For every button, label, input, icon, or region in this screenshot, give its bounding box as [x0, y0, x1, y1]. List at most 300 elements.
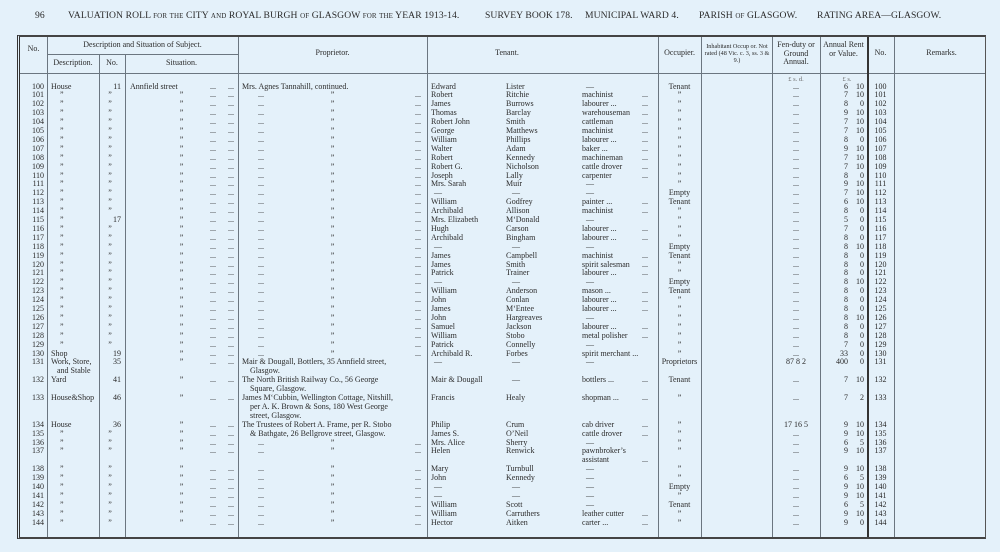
- header-tenant: Tenant.: [495, 48, 519, 57]
- situation-ditto: ”: [179, 348, 184, 358]
- row-number: 116: [32, 223, 44, 233]
- tenant-surname: —: [512, 357, 520, 367]
- rent-shillings: 5: [860, 473, 864, 483]
- feu-duty: ...: [793, 517, 799, 527]
- row-number: 100: [32, 81, 44, 91]
- tenant-first-name: Robert: [431, 90, 453, 100]
- header-situation: Situation.: [166, 58, 197, 67]
- occupation-dots: ...: [642, 304, 648, 313]
- tenant-first-name: Mrs. Alice: [431, 437, 465, 447]
- tenant-surname: —: [512, 490, 520, 500]
- proprietor-ditto: ”: [330, 197, 335, 207]
- description: ”: [60, 295, 64, 305]
- description: ”: [60, 206, 64, 216]
- rent-pounds: 6: [844, 197, 848, 207]
- roll-title: VALUATION ROLL for the CITY and ROYAL BURGH of GLASGOW for the YEAR 1913-14.: [68, 10, 460, 21]
- rent-pounds: 8: [844, 304, 848, 313]
- description: ”: [60, 437, 64, 447]
- description: Yard: [51, 375, 67, 385]
- header-description: Description.: [53, 58, 93, 67]
- feu-duty: ...: [793, 295, 799, 305]
- rent-pounds: 5: [844, 215, 848, 224]
- occupier: ”: [677, 170, 682, 180]
- situation-dots: ...: [210, 268, 216, 278]
- row-number-right: 104: [874, 117, 887, 127]
- subject-number: ”: [108, 232, 112, 242]
- column-rule: [701, 37, 702, 537]
- feu-duty: ...: [793, 446, 799, 456]
- row-number-right: 107: [874, 143, 887, 153]
- tenant-first-name: Patrick: [431, 268, 454, 278]
- feu-units: £ s. d.: [788, 76, 804, 83]
- situation-dots: ...: [228, 339, 234, 349]
- rent-pounds: 9: [844, 490, 848, 500]
- tenant-occupation: labourer ...: [582, 232, 617, 242]
- feu-duty: ...: [793, 117, 799, 127]
- proprietor-dots: ...: [258, 482, 264, 491]
- tenant-first-name: James: [431, 250, 451, 260]
- description: ”: [60, 490, 64, 500]
- tenant-first-name: Robert: [431, 152, 453, 162]
- feu-duty: ...: [793, 161, 799, 171]
- occupation-dots: ...: [642, 108, 648, 118]
- subject-number: ”: [108, 277, 112, 287]
- row-number-right: 133: [874, 393, 887, 402]
- row-number-right: 114: [874, 206, 887, 216]
- subject-number: ”: [108, 206, 112, 216]
- tenant-first-name: William: [431, 330, 457, 340]
- tenant-first-name: William: [431, 499, 457, 509]
- subject-number: ”: [108, 197, 112, 207]
- tenant-surname: —: [512, 241, 520, 251]
- situation-dots: ...: [228, 490, 234, 500]
- proprietor-ditto: ”: [330, 499, 335, 509]
- row-number: 136: [32, 437, 44, 447]
- occupation-dots: ...: [642, 197, 648, 207]
- situation-ditto: ”: [179, 357, 184, 367]
- subject-number: 36: [113, 419, 121, 429]
- description: ”: [60, 277, 64, 287]
- rent-shillings: 10: [856, 277, 864, 287]
- proprietor-dots: ...: [258, 152, 264, 162]
- rent-pounds: 9: [844, 143, 848, 153]
- proprietor-ditto: ”: [330, 223, 335, 233]
- tenant-first-name: James S.: [431, 428, 459, 438]
- rent-pounds: 8: [844, 99, 848, 109]
- tenant-occupation: spirit salesman: [582, 259, 630, 269]
- column-rule: [658, 37, 659, 537]
- situation-dots: ...: [228, 393, 234, 402]
- occupier: ”: [677, 259, 682, 269]
- feu-duty: ...: [793, 259, 799, 269]
- tenant-first-name: Francis: [431, 393, 455, 402]
- rent-shillings: 10: [856, 508, 864, 518]
- subject-number: 41: [113, 375, 121, 385]
- situation-dots: ...: [210, 304, 216, 313]
- tenant-first-name: George: [431, 126, 455, 135]
- tenant-occupation: baker ...: [582, 143, 608, 153]
- subject-number: ”: [108, 188, 112, 198]
- proprietor-ditto: ”: [330, 446, 335, 456]
- proprietor-ditto: ”: [330, 277, 335, 287]
- tenant-first-name: —: [434, 490, 442, 500]
- proprietor: Mrs. Agnes Tannahill, continued.: [242, 81, 349, 91]
- header-no-right: No.: [874, 48, 887, 57]
- situation-ditto: ”: [179, 215, 184, 224]
- tenant-first-name: William: [431, 508, 457, 518]
- tenant-occupation: bottlers ...: [582, 375, 614, 385]
- rent-shillings: 10: [856, 90, 864, 100]
- row-number-right: 116: [874, 223, 887, 233]
- situation-dots: ...: [228, 277, 234, 287]
- description: ”: [60, 143, 64, 153]
- occupier: ”: [677, 437, 682, 447]
- subject-number: ”: [108, 170, 112, 180]
- situation-dots: ...: [210, 446, 216, 456]
- proprietor-dots: ...: [258, 170, 264, 180]
- proprietor-dots: ...: [258, 90, 264, 100]
- proprietor-dots: ...: [415, 134, 421, 144]
- subject-number: ”: [108, 490, 112, 500]
- row-number-right: 125: [874, 304, 887, 313]
- situation-ditto: ”: [179, 419, 184, 429]
- proprietor-ditto: ”: [330, 170, 335, 180]
- row-number: 120: [32, 259, 44, 269]
- description: ”: [60, 126, 64, 135]
- situation-ditto: ”: [179, 464, 184, 474]
- situation-ditto: ”: [179, 321, 184, 331]
- occupation-dots: ...: [642, 428, 648, 438]
- proprietor-dots: ...: [258, 259, 264, 269]
- situation-dots: ...: [210, 134, 216, 144]
- rent-shillings: 0: [860, 259, 864, 269]
- description: House: [51, 419, 72, 429]
- description: ”: [60, 259, 64, 269]
- feu-duty: ...: [793, 197, 799, 207]
- subject-number: ”: [108, 437, 112, 447]
- description: ”: [60, 330, 64, 340]
- tenant-surname: Aitken: [506, 517, 528, 527]
- rent-shillings: 10: [856, 375, 864, 385]
- situation-dots: ...: [210, 259, 216, 269]
- rent-pounds: 9: [844, 508, 848, 518]
- proprietor-dots: ...: [415, 482, 421, 491]
- proprietor-ditto: ”: [330, 126, 335, 135]
- proprietor-ditto: ”: [330, 508, 335, 518]
- tenant-surname: Forbes: [506, 348, 528, 358]
- rent-shillings: 10: [856, 490, 864, 500]
- row-number-right: 124: [874, 295, 887, 305]
- tenant-surname: M‘Donald: [506, 215, 540, 224]
- situation-ditto: ”: [179, 259, 184, 269]
- header-occupier: Occupier.: [664, 48, 695, 57]
- proprietor-dots: ...: [415, 117, 421, 127]
- proprietor: The North British Railway Co., 56 George: [242, 375, 379, 385]
- proprietor-ditto: ”: [330, 473, 335, 483]
- occupier: ”: [677, 473, 682, 483]
- tenant-occupation: machinist: [582, 90, 614, 100]
- situation-dots: ...: [228, 286, 234, 296]
- proprietor-dots: ...: [415, 90, 421, 100]
- feu-duty: ...: [793, 143, 799, 153]
- occupier: ”: [677, 419, 682, 429]
- row-number-right: 110: [874, 170, 887, 180]
- proprietor-dots: ...: [415, 508, 421, 518]
- proprietor-dots: ...: [415, 241, 421, 251]
- description: ”: [60, 241, 64, 251]
- header-remarks: Remarks.: [926, 48, 957, 57]
- subject-number: 11: [113, 81, 121, 91]
- tenant-first-name: Hector: [431, 517, 453, 527]
- rent-shillings: 0: [860, 99, 864, 109]
- rent-pounds: 9: [844, 179, 848, 189]
- proprietor-dots: ...: [258, 143, 264, 153]
- row-number: 127: [32, 321, 44, 331]
- situation-dots: ...: [228, 223, 234, 233]
- situation-dots: ...: [210, 357, 216, 367]
- proprietor-dots: ...: [415, 99, 421, 109]
- description: ”: [60, 339, 64, 349]
- rent-pounds: 400: [836, 357, 848, 367]
- situation-dots: ...: [210, 197, 216, 207]
- tenant-surname: Adam: [506, 143, 526, 153]
- situation-dots: ...: [228, 108, 234, 118]
- row-number-right: 140: [874, 482, 887, 491]
- situation-dots: ...: [228, 241, 234, 251]
- situation-dots: ...: [228, 446, 234, 456]
- situation-ditto: ”: [179, 126, 184, 135]
- situation-ditto: ”: [179, 286, 184, 296]
- rent-shillings: 0: [860, 357, 864, 367]
- situation-ditto: ”: [179, 499, 184, 509]
- tenant-first-name: —: [434, 357, 442, 367]
- rent-shillings: 10: [856, 117, 864, 127]
- situation-ditto: ”: [179, 473, 184, 483]
- row-number: 144: [32, 517, 44, 527]
- proprietor-dots: ...: [415, 312, 421, 322]
- rent-pounds: 7: [844, 126, 848, 135]
- tenant-surname: Lally: [506, 170, 523, 180]
- feu-duty: ...: [793, 375, 799, 385]
- row-number-right: 109: [874, 161, 887, 171]
- situation-dots: ...: [210, 161, 216, 171]
- rent-shillings: 0: [860, 517, 864, 527]
- occupier: Tenant: [668, 250, 691, 260]
- rent-shillings: 5: [860, 499, 864, 509]
- situation-dots: ...: [210, 375, 216, 385]
- situation-ditto: ”: [179, 446, 184, 456]
- subject-number: ”: [108, 161, 112, 171]
- feu-duty: ...: [793, 499, 799, 509]
- situation-dots: ...: [228, 215, 234, 224]
- situation-dots: ...: [210, 277, 216, 287]
- subject-number: ”: [108, 339, 112, 349]
- situation-dots: ...: [210, 90, 216, 100]
- subject-number: 19: [113, 348, 121, 358]
- occupation-dots: ...: [642, 232, 648, 242]
- tenant-first-name: —: [434, 188, 442, 198]
- tenant-surname: Phillips: [506, 134, 531, 144]
- situation-dots: ...: [210, 393, 216, 402]
- description: ”: [60, 99, 64, 109]
- feu-duty: ...: [793, 108, 799, 118]
- proprietor-dots: ...: [258, 232, 264, 242]
- rent-shillings: 0: [860, 321, 864, 331]
- rent-shillings: 10: [856, 81, 864, 91]
- occupier: Empty: [668, 188, 691, 198]
- proprietor-dots: ...: [258, 134, 264, 144]
- proprietor-ditto: ”: [330, 482, 335, 491]
- situation-dots: ...: [228, 437, 234, 447]
- row-number-right: 138: [874, 464, 887, 474]
- rent-pounds: 7: [844, 375, 848, 385]
- occupation-dots: ...: [642, 99, 648, 109]
- row-number: 139: [32, 473, 44, 483]
- description: House: [51, 81, 72, 91]
- proprietor-dots: ...: [258, 517, 264, 527]
- rent-pounds: 8: [844, 241, 848, 251]
- proprietor-dots: ...: [415, 330, 421, 340]
- rent-shillings: 10: [856, 108, 864, 118]
- rent-shillings: 0: [860, 206, 864, 216]
- proprietor-dots: ...: [258, 250, 264, 260]
- row-number: 135: [32, 428, 44, 438]
- valuation-table: [17, 35, 986, 539]
- proprietor-dots: ...: [258, 286, 264, 296]
- tenant-surname: Connelly: [506, 339, 536, 349]
- row-number-right: 100: [874, 81, 887, 91]
- rent-pounds: 8: [844, 250, 848, 260]
- tenant-surname: Carruthers: [506, 508, 540, 518]
- description: Shop: [51, 348, 68, 358]
- tenant-first-name: Mrs. Elizabeth: [431, 215, 479, 224]
- situation-dots: ...: [210, 499, 216, 509]
- row-number-right: 108: [874, 152, 887, 162]
- tenant-first-name: Samuel: [431, 321, 455, 331]
- tenant-surname: —: [512, 375, 520, 385]
- rent-pounds: 7: [844, 90, 848, 100]
- tenant-surname: Allison: [506, 206, 530, 216]
- situation-ditto: ”: [179, 197, 184, 207]
- situation-ditto: ”: [179, 99, 184, 109]
- tenant-surname: Jackson: [506, 321, 532, 331]
- tenant-occupation: cattle drover: [582, 161, 623, 171]
- rent-shillings: 10: [856, 179, 864, 189]
- tenant-occupation: labourer ...: [582, 99, 617, 109]
- occupation-dots: ...: [642, 90, 648, 100]
- proprietor-dots: ...: [415, 339, 421, 349]
- row-number: 118: [32, 241, 44, 251]
- column-rule: [47, 37, 48, 537]
- proprietor-dots: ...: [258, 241, 264, 251]
- row-number-right: 136: [874, 437, 887, 447]
- situation-dots: ...: [228, 152, 234, 162]
- rent-pounds: 9: [844, 446, 848, 456]
- proprietor-ditto: ”: [330, 232, 335, 242]
- situation-ditto: ”: [179, 339, 184, 349]
- situation-dots: ...: [228, 179, 234, 189]
- subject-number: ”: [108, 330, 112, 340]
- proprietor-ditto: ”: [330, 179, 335, 189]
- tenant-first-name: Mary: [431, 464, 449, 474]
- rent-shillings: 10: [856, 197, 864, 207]
- proprietor-ditto: ”: [330, 241, 335, 251]
- rent-pounds: 9: [844, 108, 848, 118]
- occupier: Tenant: [668, 286, 691, 296]
- proprietor-dots: ...: [258, 197, 264, 207]
- situation-ditto: ”: [179, 508, 184, 518]
- subject-number: ”: [108, 223, 112, 233]
- row-number-right: 139: [874, 473, 887, 483]
- rent-pounds: 7: [844, 393, 848, 402]
- column-rule: [772, 37, 773, 537]
- proprietor-dots: ...: [415, 232, 421, 242]
- occupier: ”: [677, 134, 682, 144]
- occupier: ”: [677, 268, 682, 278]
- row-number-right: 127: [874, 321, 887, 331]
- situation-dots: ...: [228, 499, 234, 509]
- description: ”: [60, 161, 64, 171]
- rent-shillings: 0: [860, 215, 864, 224]
- occupier: ”: [677, 330, 682, 340]
- subject-number: ”: [108, 99, 112, 109]
- situation-dots: ...: [228, 143, 234, 153]
- header-subdivider: [47, 54, 238, 55]
- tenant-first-name: —: [434, 482, 442, 491]
- situation-dots: ...: [228, 250, 234, 260]
- proprietor-ditto: ”: [330, 464, 335, 474]
- situation-ditto: ”: [179, 517, 184, 527]
- tenant-first-name: —: [434, 241, 442, 251]
- row-number-right: 113: [874, 197, 887, 207]
- feu-duty: ...: [793, 393, 799, 402]
- proprietor-dots: ...: [258, 490, 264, 500]
- proprietor-dots: ...: [415, 197, 421, 207]
- situation-dots: ...: [210, 126, 216, 135]
- proprietor: James M‘Cubbin, Wellington Cottage, Nitshill,: [242, 393, 393, 402]
- rating-area: RATING AREA—GLASGOW.: [817, 10, 942, 21]
- situation-dots: ...: [210, 179, 216, 189]
- proprietor-dots: ...: [415, 152, 421, 162]
- proprietor-dots: ...: [415, 223, 421, 233]
- feu-duty: ...: [793, 339, 799, 349]
- occupation-dots: ...: [642, 134, 648, 144]
- feu-duty: 17 16 5: [784, 419, 808, 429]
- rent-pounds: 7: [844, 152, 848, 162]
- situation-ditto: ”: [179, 179, 184, 189]
- situation-dots: ...: [228, 517, 234, 527]
- occupier: ”: [677, 464, 682, 474]
- subject-number: ”: [108, 90, 112, 100]
- tenant-occupation: labourer ...: [582, 295, 617, 305]
- proprietor: Glasgow.: [250, 366, 280, 376]
- tenant-surname: Kennedy: [506, 152, 535, 162]
- situation-dots: ...: [210, 348, 216, 358]
- feu-duty: ...: [793, 223, 799, 233]
- tenant-occupation: —: [586, 437, 594, 447]
- situation-ditto: ”: [179, 482, 184, 491]
- subject-number: ”: [108, 499, 112, 509]
- rent-pounds: 8: [844, 134, 848, 144]
- situation-dots: ...: [210, 464, 216, 474]
- rent-pounds: 6: [844, 437, 848, 447]
- feu-duty: ...: [793, 81, 799, 91]
- situation-dots: ...: [228, 357, 234, 367]
- proprietor-ditto: ”: [330, 330, 335, 340]
- feu-duty: ...: [793, 330, 799, 340]
- rent-pounds: 8: [844, 206, 848, 216]
- situation-dots: ...: [228, 81, 234, 91]
